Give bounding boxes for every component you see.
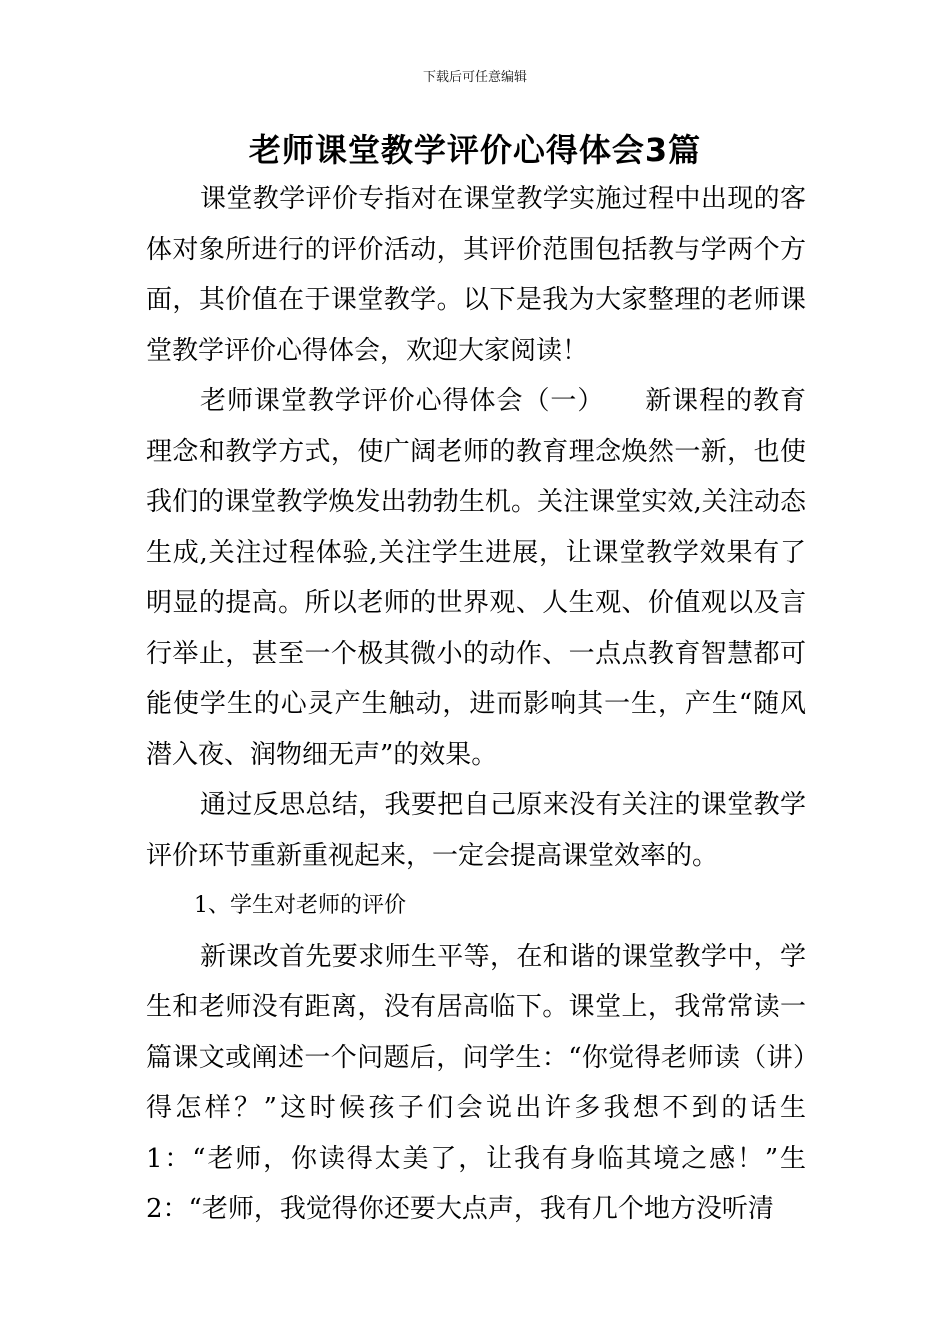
document-title: 老师课堂教学评价心得体会3篇 <box>248 131 702 169</box>
reflection-paragraph: 通过反思总结，我要把自己原来没有关注的课堂教学评价环节重新重视起来，一定会提高课堂效率的。 <box>146 790 806 871</box>
section-one-paragraph: 老师课堂教学评价心得体会（一） 新课程的教育理念和教学方式，使广阔老师的教育理念焕然一新，也使我们的课堂教学焕发出勃勃生机。关注课堂实效,关注动态生成,关注过程体验,关注学生进展，让课堂教学效果有了明显的提高。所以老师的世界观、人生观、价值观以及言行举止，甚至一个极其微小的动作、一点点教育智慧都可能使学生的心灵产生触动，进而影响其一生，产生“随风潜入夜、润物细无声”的效果。 <box>146 386 806 770</box>
intro-paragraph: 课堂教学评价专指对在课堂教学实施过程中出现的客体对象所进行的评价活动，其评价范围包括教与学两个方面，其价值在于课堂教学。以下是我为大家整理的老师课堂教学评价心得体会，欢迎大家阅读！ <box>146 184 806 366</box>
document-body <box>146 174 806 1235</box>
student-evaluation-paragraph: 新课改首先要求师生平等，在和谐的课堂教学中，学生和老师没有距离，没有居高临下。课堂上，我常常读一篇课文或阐述一个问题后，问学生：“你觉得老师读（讲）得怎样？”这时候孩子们会说出许多我想不到的话生1：“老师，你读得太美了，让我有身临其境之感！”生2：“老师，我觉得你还要大点声，我有几个地方没听清 <box>146 941 806 1224</box>
page-header-note: 下载后可任意编辑 <box>422 70 527 85</box>
subheading-student-evaluation: 1、学生对老师的评价 <box>194 893 406 918</box>
